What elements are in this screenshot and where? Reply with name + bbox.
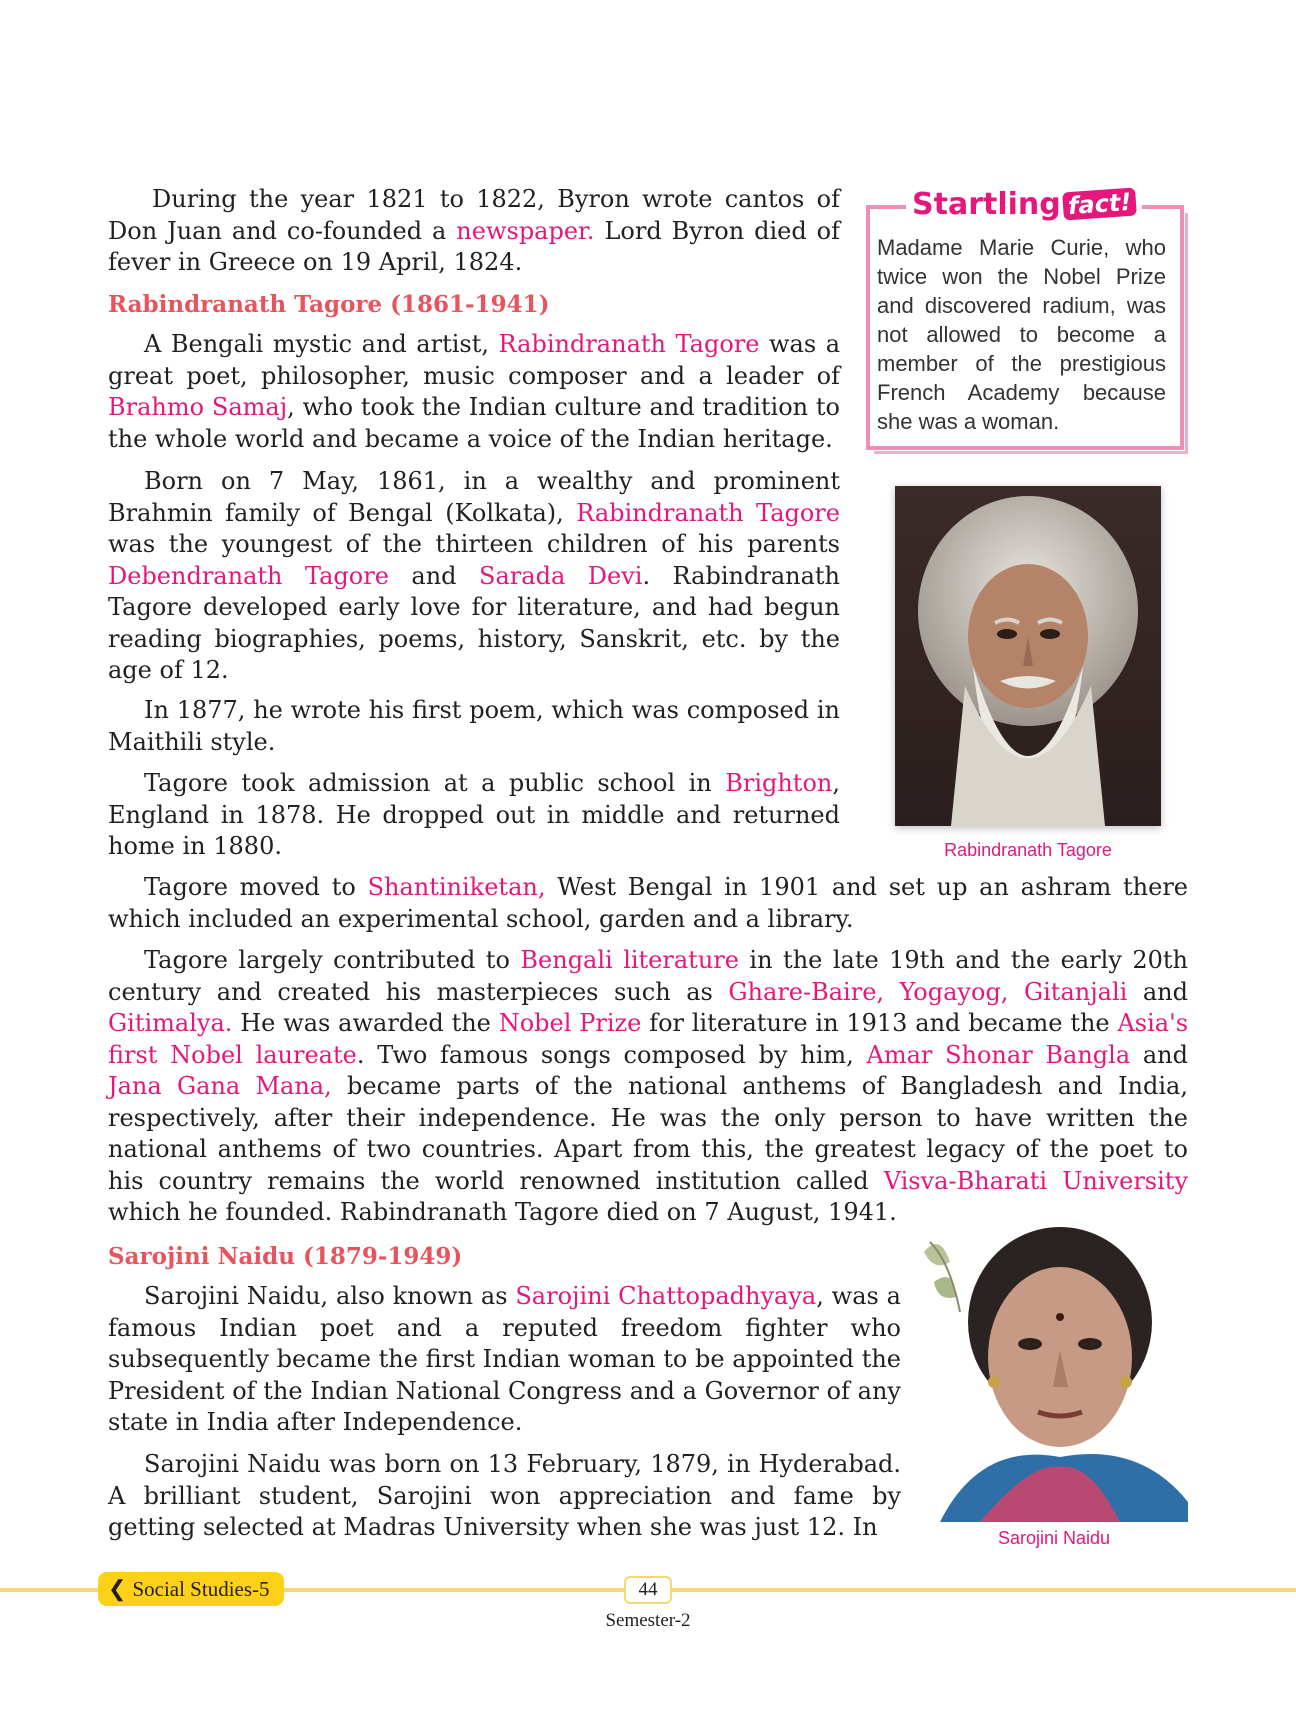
tagore-paragraph-5: Tagore moved to Shantiniketan, West Bengal in 1901 and set up an ashram there which included an experimental school, garden and a library.: [108, 873, 1188, 933]
heading-naidu: Sarojini Naidu (1879-1949): [108, 1243, 463, 1270]
naidu-paragraph-1: Sarojini Naidu, also known as Sarojini Chattopadhyaya, was a famous Indian poet and a reputed freedom fighter who subsequently became the first Indian woman to be appointed the President of the Indian National Congress and a Governor of any state in India after Independence.: [108, 1282, 901, 1436]
naidu-portrait-illustration: [920, 1222, 1188, 1522]
naidu-paragraph-2: Sarojini Naidu was born on 13 February, 1879, in Hyderabad. A brilliant student, Sarojini won appreciation and fame by getting selected at Madras University when she was just 12. In: [108, 1450, 901, 1541]
naidu-caption: Sarojini Naidu: [997, 1528, 1111, 1548]
tagore-caption: Rabindranath Tagore: [944, 840, 1112, 860]
startling-fact-text: Madame Marie Curie, who twice won the Nobel Prize and discovered radium, was not allowed to become a member of the prestigious French Academy because she was a woman.: [877, 235, 1166, 434]
heading-tagore: Rabindranath Tagore (1861-1941): [108, 291, 550, 318]
tagore-paragraph-1: A Bengali mystic and artist, Rabindranath Tagore was a great poet, philosopher, music composer and a leader of Brahmo Samaj, who took the Indian culture and tradition to the whole world and became a voice of the Indian heritage.: [108, 330, 841, 453]
tagore-paragraph-6: Tagore largely contributed to Bengali literature in the late 19th and the early 20th century and created his masterpieces such as Ghare-Baire, Yogayog, Gitanjali and Gitimalya. He was awarded the Nobel Prize for literature in 1913 and became the Asia's first Nobel laureate. Two famous songs composed by him, Amar Shonar Bangla and Jana Gana Mana, became parts of the national anthems of Bangladesh and India, respectively, after their independence. He was the only person to have written the national anthems of two countries. Apart from this, the greatest legacy of the poet to his country remains the world renowned institution called Visva-Bharati University which he founded. Rabindranath Tagore died on 7 August, 1941.: [108, 946, 1189, 1226]
link-newspaper: newspaper.: [456, 216, 595, 245]
page-number: 44: [624, 1576, 672, 1604]
semester-label: Semester-2: [605, 1610, 691, 1631]
tagore-paragraph-2: Born on 7 May, 1861, in a wealthy and prominent Brahmin family of Bengal (Kolkata), Rabindranath Tagore was the youngest of the thirteen children of his parents Debendranath Tagore and Sarada Devi. Rabindranath Tagore developed early love for literature, and had begun reading biographies, poems, history, Sanskrit, etc. by the age of 12.: [108, 467, 840, 684]
naidu-photo: [920, 1222, 1188, 1522]
tagore-paragraph-4: Tagore took admission at a public school in Brighton, England in 1878. He dropped out in middle and returned home in 1880.: [108, 769, 840, 860]
startling-fact-title: Startling fact!: [906, 184, 1142, 224]
tagore-paragraph-3: In 1877, he wrote his first poem, which was composed in Maithili style.: [108, 696, 840, 756]
chevron-left-icon: ❮: [108, 1576, 127, 1601]
tagore-portrait-illustration: [895, 486, 1161, 826]
tagore-photo: [895, 486, 1161, 826]
book-title-badge: ❮ Social Studies-5: [98, 1572, 284, 1606]
byron-paragraph: During the year 1821 to 1822, Byron wrote cantos of Don Juan and co-founded a newspaper. Lord Byron died of fever in Greece on 19 April, 1824.: [108, 185, 841, 276]
fact-tag: fact!: [1062, 187, 1137, 220]
